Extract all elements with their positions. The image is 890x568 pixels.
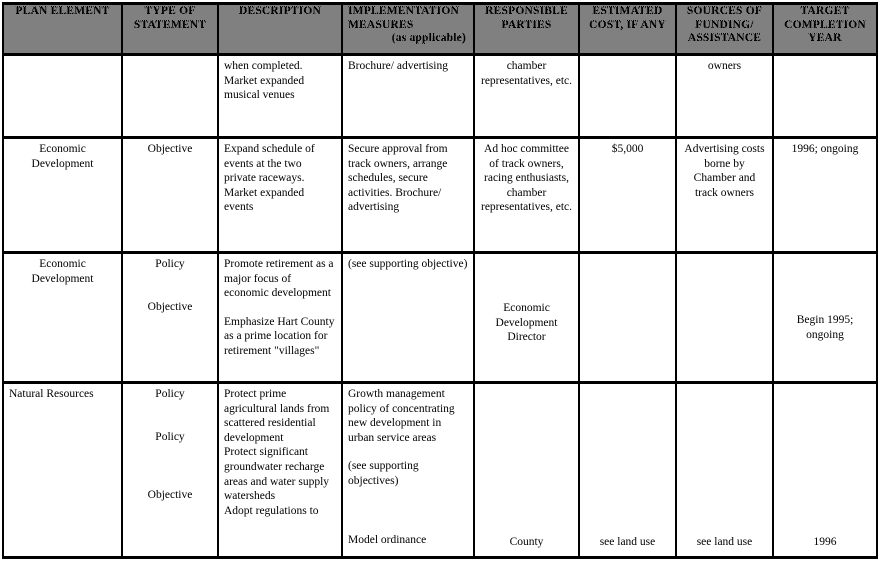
cell-implementation-measures	[342, 55, 474, 138]
spacer	[585, 387, 670, 535]
cell-text	[123, 56, 217, 62]
cell-text-impl-1: Growth management policy of concentrating new development in urban service areas	[348, 388, 455, 444]
cell-estimated-cost	[579, 55, 676, 138]
cell-text	[580, 56, 675, 62]
header-row	[3, 4, 877, 55]
header-line: DESCRIPTION	[238, 5, 322, 17]
cell-text	[580, 254, 675, 260]
cell-target-completion-year	[773, 55, 877, 138]
table-row	[3, 55, 877, 138]
header-line: COST, IF ANY	[589, 18, 666, 31]
cell-type-of-statement	[122, 383, 218, 558]
cell-estimated-cost	[579, 383, 676, 558]
cell-text: Objective	[147, 143, 193, 155]
cell-text-policy: Policy	[155, 258, 185, 270]
cell-description	[218, 138, 342, 253]
cell-text-objective-desc: Emphasize Hart County as a prime location for retirement "villages"	[224, 315, 335, 357]
header-line: RESPONSIBLE	[485, 5, 568, 17]
cell-description	[218, 55, 342, 138]
cell-description	[218, 253, 342, 383]
column-header-sources-of-funding	[676, 4, 773, 55]
cell-implementation-measures	[342, 383, 474, 558]
header-line: MEASURES	[348, 18, 414, 31]
cell-plan-element	[3, 138, 122, 253]
column-header-plan-element	[3, 4, 122, 55]
cell-text: Secure approval from track owners, arrange schedules, secure activities. Brochure/ advertising	[348, 143, 448, 214]
plan-implementation-table	[2, 2, 878, 559]
column-header-target-completion-year	[773, 4, 877, 55]
header-line: TARGET	[800, 5, 850, 17]
cell-responsible-parties	[474, 383, 579, 558]
cell-sources-of-funding	[676, 383, 773, 558]
header-line: SOURCES OF	[686, 5, 763, 17]
column-header-estimated-cost	[579, 4, 676, 55]
cell-text-desc-2: Protect significant groundwater recharge areas and water supply watersheds	[224, 446, 330, 503]
cell-sources-of-funding	[676, 253, 773, 383]
cell-text-policy-2: Policy	[155, 430, 185, 443]
spacer	[480, 257, 573, 301]
header-line: FUNDING/	[695, 18, 754, 31]
cell-text-policy-desc: Promote retirement as a major focus of economic development	[224, 258, 334, 300]
spacer	[480, 387, 573, 535]
cell-text: Economic Development Director	[495, 302, 558, 344]
cell-text: Advertising costs borne by Chamber and track owners	[684, 143, 765, 199]
cell-plan-element	[3, 253, 122, 383]
cell-text: Begin 1995; ongoing	[796, 314, 854, 341]
column-header-type-of-statement	[122, 4, 218, 55]
cell-text-policy-1: Policy	[155, 388, 185, 400]
cell-text: when completed. Market expanded musical venues	[224, 60, 305, 102]
spacer	[348, 489, 468, 533]
cell-target-completion-year	[773, 138, 877, 253]
table-row	[3, 383, 877, 558]
cell-type-of-statement	[122, 55, 218, 138]
header-line: COMPLETION	[784, 18, 866, 31]
cell-text-desc-3: Adopt regulations to	[224, 504, 319, 517]
cell-text-objective: Objective	[147, 489, 193, 502]
spacer	[348, 445, 468, 459]
cell-text: chamber representatives, etc.	[481, 60, 572, 87]
header-line: ASSISTANCE	[687, 32, 762, 44]
cell-responsible-parties	[474, 253, 579, 383]
cell-text: $5,000	[611, 143, 644, 155]
cell-estimated-cost	[579, 138, 676, 253]
header-line: IMPLEMENTATION	[348, 5, 459, 17]
column-header-description	[218, 4, 342, 55]
spacer	[224, 301, 336, 315]
cell-text: owners	[707, 60, 742, 72]
spacer	[682, 387, 767, 535]
table-row	[3, 138, 877, 253]
cell-text: 1996	[813, 536, 837, 548]
spacer	[779, 257, 871, 313]
table-page	[0, 2, 890, 568]
cell-text-objective: Objective	[147, 300, 193, 313]
cell-text: Natural Resources	[9, 388, 94, 400]
header-line: ESTIMATED	[592, 5, 663, 17]
cell-text: see land use	[599, 536, 656, 548]
header-line: STATEMENT	[133, 18, 207, 31]
cell-text	[4, 56, 121, 62]
cell-text: (see supporting objective)	[348, 258, 468, 270]
cell-text	[774, 56, 876, 62]
cell-description	[218, 383, 342, 558]
cell-type-of-statement	[122, 138, 218, 253]
cell-text: see land use	[696, 536, 753, 548]
cell-implementation-measures	[342, 253, 474, 383]
header-subnote: (as applicable)	[391, 32, 466, 44]
column-header-responsible-parties	[474, 4, 579, 55]
cell-plan-element	[3, 383, 122, 558]
cell-estimated-cost	[579, 253, 676, 383]
cell-text: 1996; ongoing	[791, 143, 859, 155]
header-line: PLAN ELEMENT	[15, 5, 110, 17]
cell-text: Economic Development	[31, 258, 94, 285]
header-line: YEAR	[808, 32, 842, 44]
cell-type-of-statement	[122, 253, 218, 383]
cell-text-impl-2: (see supporting objectives)	[348, 460, 419, 487]
cell-text-desc-1: Protect prime agricultural lands from scattered residential development	[224, 388, 330, 444]
cell-text: Ad hoc committee of track owners, racing enthusiasts, chamber representatives, etc.	[481, 143, 572, 214]
column-header-implementation-measures	[342, 4, 474, 55]
header-line: TYPE OF	[144, 5, 196, 17]
cell-plan-element	[3, 55, 122, 138]
spacer	[779, 387, 871, 535]
spacer	[128, 402, 212, 430]
cell-target-completion-year	[773, 383, 877, 558]
header-line: PARTIES	[501, 18, 552, 31]
spacer	[128, 272, 212, 300]
cell-text: County	[509, 536, 544, 548]
cell-responsible-parties	[474, 138, 579, 253]
table-row	[3, 253, 877, 383]
cell-target-completion-year	[773, 253, 877, 383]
spacer	[128, 444, 212, 488]
cell-text: Expand schedule of events at the two private raceways. Market expanded events	[224, 143, 315, 214]
cell-responsible-parties	[474, 55, 579, 138]
cell-sources-of-funding	[676, 55, 773, 138]
table-body	[3, 55, 877, 558]
table-header	[3, 4, 877, 55]
cell-sources-of-funding	[676, 138, 773, 253]
cell-text	[677, 254, 772, 260]
cell-text: Brochure/ advertising	[348, 60, 448, 72]
cell-text-impl-3: Model ordinance	[348, 533, 427, 546]
cell-text: Economic Development	[31, 143, 94, 170]
cell-implementation-measures	[342, 138, 474, 253]
